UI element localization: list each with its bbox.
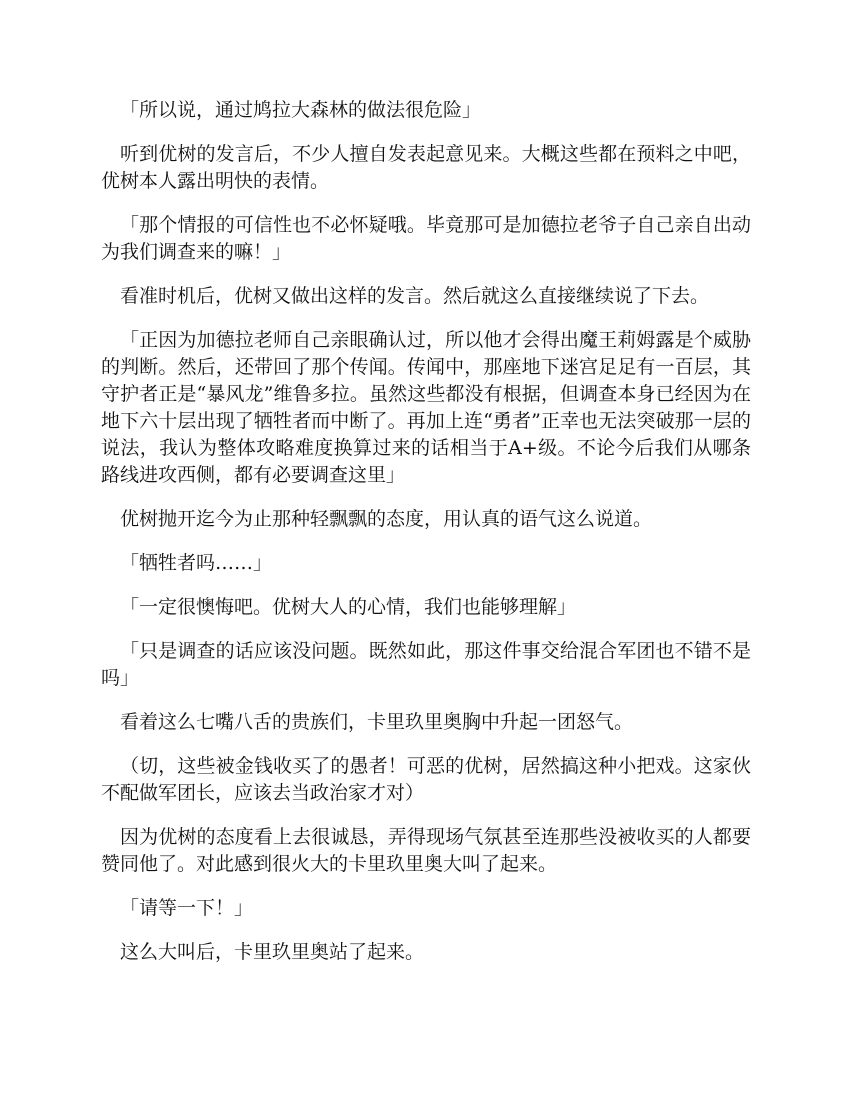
paragraph: 这么大叫后，卡里玖里奥站了起来。 (120, 941, 425, 963)
paragraph: 看着这么七嘴八舌的贵族们，卡里玖里奥胸中升起一团怒气。 (120, 711, 634, 733)
paragraph: 因为优树的态度看上去很诚恳，弄得现场气氛甚至连那些没被收买的人都要赞同他了。对此感到很火大的卡里玖里奥大叫了起来。 (101, 826, 751, 875)
paragraph: 「正因为加德拉老师自己亲眼确认过，所以他才会得出魔王莉姆露是个威胁的判断。然后，还带回了那个传闻。传闻中，那座地下迷宫足足有一百层，其守护者正是“暴风龙”维鲁多拉。虽然这些都没有根据，但调查本身已经因为在地下六十层出现了牺牲者而中断了。再加上连“勇者”正幸也无法突破那一层的说法，我认为整体攻略难度换算过来的话相当于A+级。不论今后我们从哪条路线进攻西侧，都有必要调查这里」 (101, 329, 751, 486)
paragraph: 「那个情报的可信性也不必怀疑哦。毕竟那可是加德拉老爷子自己亲自出动为我们调查来的嘛！」 (101, 214, 751, 263)
paragraph: （切，这些被金钱收买了的愚者！可恶的优树，居然搞这种小把戏。这家伙不配做军团长，应该去当政治家才对） (101, 755, 751, 804)
paragraph: 「所以说，通过鸠拉大森林的做法很危险」 (120, 99, 482, 121)
document-body (101, 97, 751, 983)
paragraph: 「牺牲者吗……」 (120, 552, 273, 574)
paragraph: 「只是调查的话应该没问题。既然如此，那这件事交给混合军团也不错不是吗」 (101, 640, 751, 689)
paragraph: 优树抛开迄今为止那种轻飘飘的态度，用认真的语气这么说道。 (120, 508, 653, 530)
paragraph: 「一定很懊悔吧。优树大人的心情，我们也能够理解」 (120, 596, 577, 618)
paragraph: 看准时机后，优树又做出这样的发言。然后就这么直接继续说了下去。 (120, 285, 710, 307)
paragraph: 听到优树的发言后，不少人擅自发表起意见来。大概这些都在预料之中吧，优树本人露出明快的表情。 (101, 143, 751, 192)
paragraph: 「请等一下！」 (120, 897, 254, 919)
